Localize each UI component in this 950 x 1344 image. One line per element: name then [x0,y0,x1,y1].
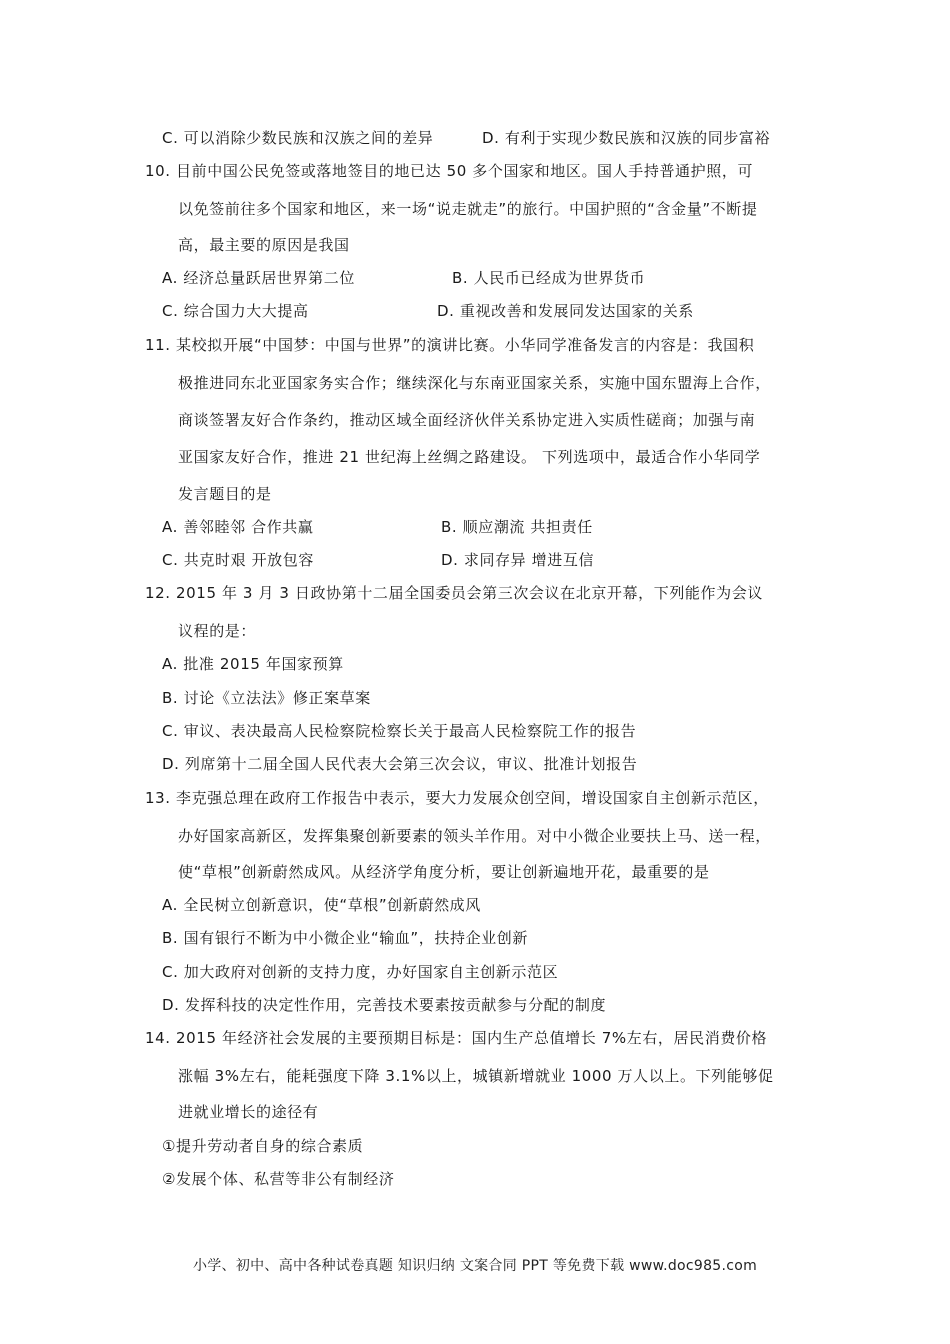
q13-option-d: D. 发挥科技的决定性作用，完善技术要素按贡献参与分配的制度 [162,996,607,1014]
q13-option-c: C. 加大政府对创新的支持力度，办好国家自主创新示范区 [162,963,559,981]
q10-stem-line-3: 高，最主要的原因是我国 [178,236,350,254]
q11-stem-line-2: 极推进同东北亚国家务实合作；继续深化与东南亚国家关系，实施中国东盟海上合作， [178,374,771,392]
q14-stem-line-3: 进就业增长的途径有 [178,1103,319,1121]
q10-stem-line-2: 以免签前往多个国家和地区，来一场“说走就走”的旅行。中国护照的“含金量”不断提 [178,200,758,218]
q11-option-d: D. 求同存异 增进互信 [441,551,595,569]
q12-option-c: C. 审议、表决最高人民检察院检察长关于最高人民检察院工作的报告 [162,722,637,740]
q11-stem-line-5: 发言题目的是 [178,485,272,503]
q14-stem-line-2: 涨幅 3%左右，能耗强度下降 3.1%以上，城镇新增就业 1000 万人以上。下列能够促 [178,1067,774,1085]
q10-option-c: C. 综合国力大大提高 [162,302,309,320]
q12-stem-line-1: 12. 2015 年 3 月 3 日政协第十二届全国委员会第三次会议在北京开幕，下列能作为会议 [145,584,763,602]
q10-option-b: B. 人民币已经成为世界货币 [452,269,646,287]
q12-option-b: B. 讨论《立法法》修正案草案 [162,689,371,707]
q14-item-2: ②发展个体、私营等非公有制经济 [162,1170,395,1188]
q13-stem-line-2: 办好国家高新区，发挥集聚创新要素的领头羊作用。对中小微企业要扶上马、送一程， [178,827,771,845]
q13-option-b: B. 国有银行不断为中小微企业“输血”，扶持企业创新 [162,929,528,947]
q14-item-1: ①提升劳动者自身的综合素质 [162,1137,364,1155]
q13-stem-line-3: 使“草根”创新蔚然成风。从经济学角度分析，要让创新遍地开花，最重要的是 [178,863,710,881]
q12-option-d: D. 列席第十二届全国人民代表大会第三次会议，审议、批准计划报告 [162,755,638,773]
q9-option-c: C. 可以消除少数民族和汉族之间的差异 [162,129,434,147]
q12-stem-line-2: 议程的是： [178,622,257,640]
q12-option-a: A. 批准 2015 年国家预算 [162,655,344,673]
q11-stem-line-4: 亚国家友好合作，推进 21 世纪海上丝绸之路建设。 下列选项中，最适合作小华同学 [178,448,761,466]
q11-stem-line-1: 11. 某校拟开展“中国梦：中国与世界”的演讲比赛。小华同学准备发言的内容是：我国积 [145,336,755,354]
q10-option-a: A. 经济总量跃居世界第二位 [162,269,355,287]
q10-stem-line-1: 10. 目前中国公民免签或落地签目的地已达 50 多个国家和地区。国人手持普通护照，可 [145,162,754,180]
q13-option-a: A. 全民树立创新意识，使“草根”创新蔚然成风 [162,896,481,914]
q10-option-d: D. 重视改善和发展同发达国家的关系 [437,302,694,320]
page-footer: 小学、初中、高中各种试卷真题 知识归纳 文案合同 PPT 等免费下载 www.doc985.com [192,1258,758,1274]
q11-stem-line-3: 商谈签署友好合作条约，推动区域全面经济伙伴关系协定进入实质性磋商；加强与南 [178,411,756,429]
q9-option-d: D. 有利于实现少数民族和汉族的同步富裕 [482,129,771,147]
q11-option-b: B. 顺应潮流 共担责任 [441,518,593,536]
q13-stem-line-1: 13. 李克强总理在政府工作报告中表示，要大力发展众创空间，增设国家自主创新示范区， [145,789,769,807]
q11-option-c: C. 共克时艰 开放包容 [162,551,314,569]
q14-stem-line-1: 14. 2015 年经济社会发展的主要预期目标是：国内生产总值增长 7%左右，居民消费价格 [145,1029,768,1047]
q11-option-a: A. 善邻睦邻 合作共赢 [162,518,314,536]
